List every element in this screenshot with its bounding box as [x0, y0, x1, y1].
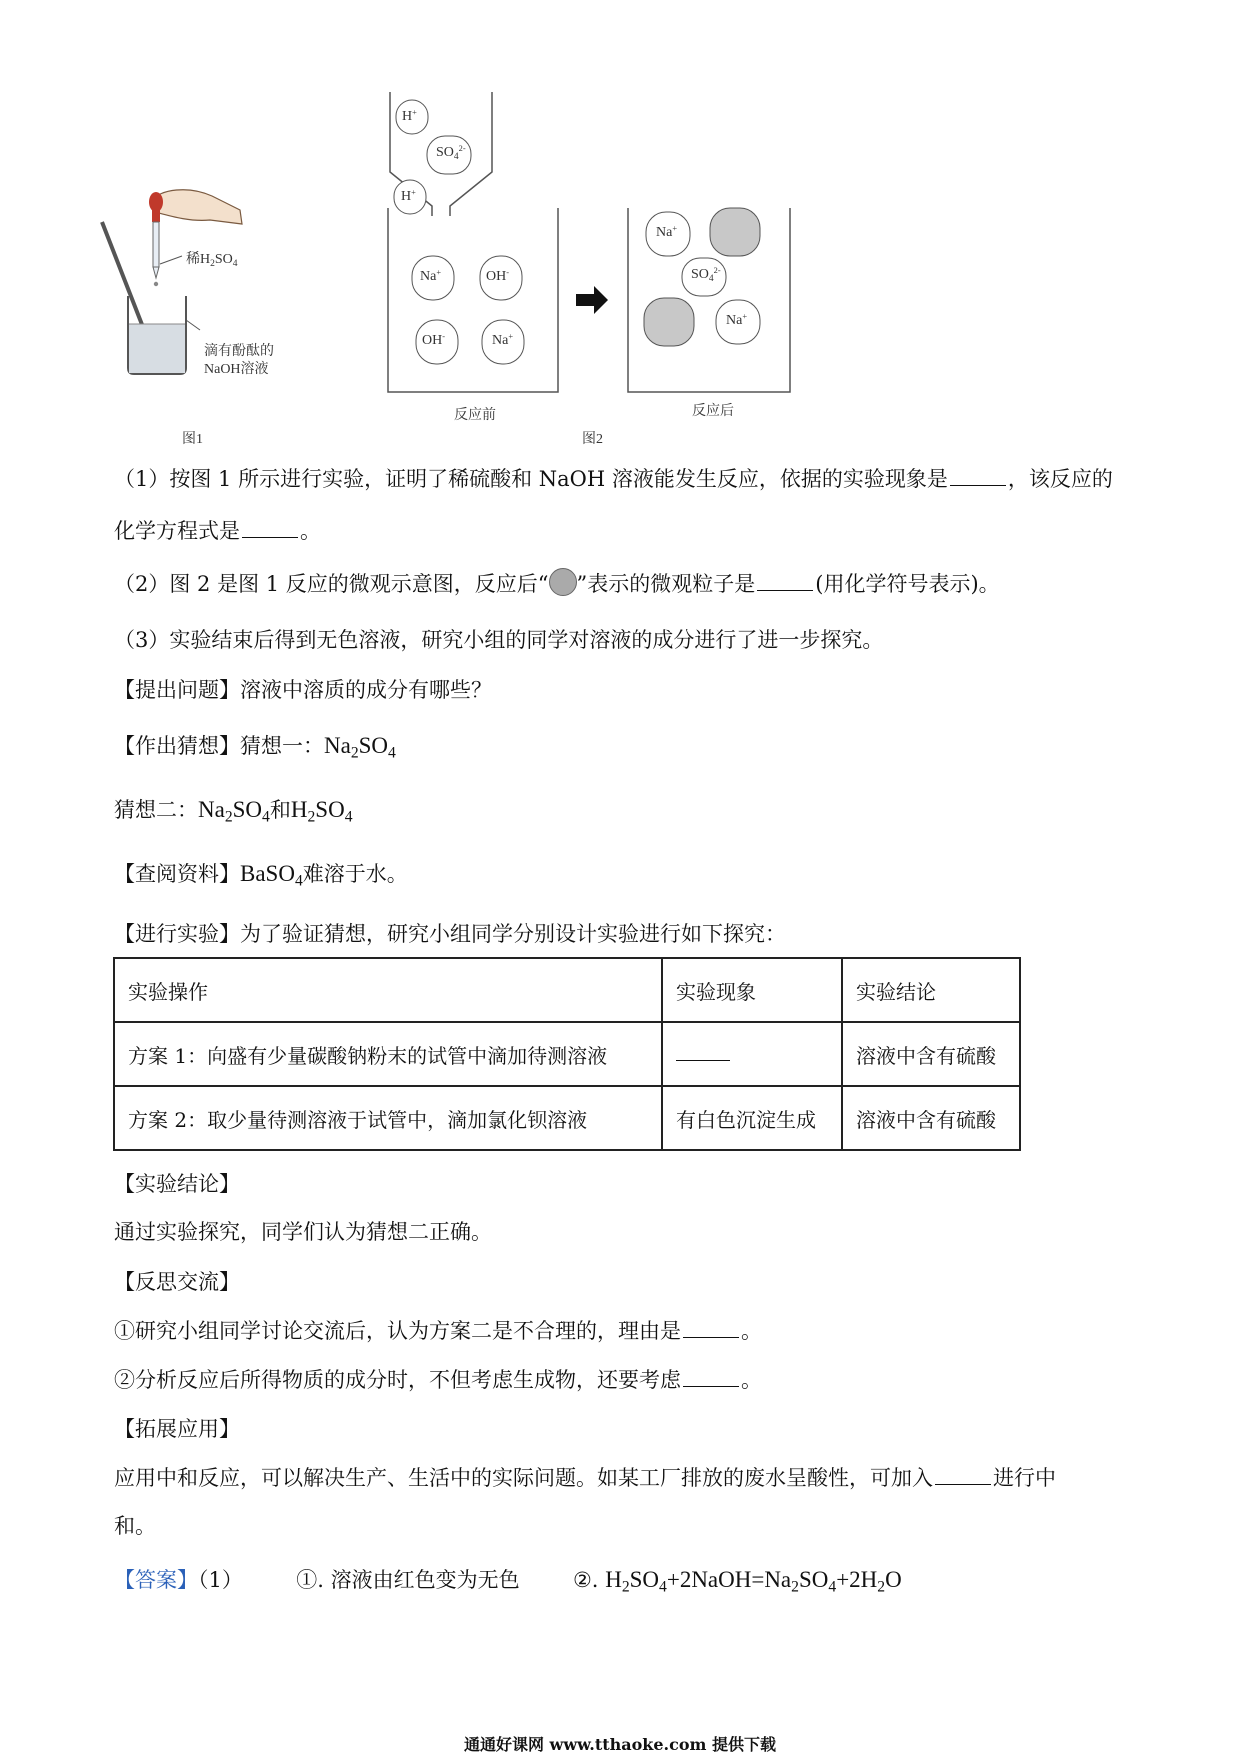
table-header-cell: 实验现象 [662, 958, 842, 1022]
answer-blank [757, 589, 813, 591]
table-cell-blank [662, 1022, 842, 1086]
reflect-1: ①研究小组同学讨论交流后，认为方案二是不合理的，理由是 。 [114, 1319, 762, 1343]
table-row [114, 1022, 1020, 1086]
table-header-row [114, 958, 1020, 1022]
equation: $H_2SO_4+2NaOH=Na_2SO_4+2H_2O$ [605, 1567, 902, 1596]
answer-line: 【答案】（1） ①. 溶液由红色变为无色 ②. $H_2SO_4+2NaOH=Na_2SO_4+2H_2O$ [114, 1567, 902, 1596]
guess-2: 猜想二：$Na_2SO_4$和$H_2SO_4$ [114, 797, 353, 826]
ion-na-2: Na+ [492, 332, 514, 349]
ion-so4-1: $SO_4^{2-}$ [436, 144, 466, 162]
answer-tag: 【答案】 [114, 1568, 198, 1592]
ion-oh-1: OH- [486, 268, 510, 285]
ion-h-1: H+ [402, 108, 417, 125]
table-header-cell: 实验结论 [842, 958, 1020, 1022]
formula-na2so4: $Na_2SO_4$ [198, 797, 270, 826]
conclusion-tag: 【实验结论】 [114, 1172, 240, 1196]
figure-2-label: 图2 [582, 432, 603, 447]
table-cell: 有白色沉淀生成 [662, 1086, 842, 1150]
answer-blank [683, 1385, 739, 1387]
reflect-tag: 【反思交流】 [114, 1270, 240, 1294]
apply-line-1: 应用中和反应，可以解决生产、生活中的实际问题。如某工厂排放的废水呈酸性，可加入 进行中 [114, 1466, 1056, 1490]
answer-blank [683, 1336, 739, 1338]
apply-tag: 【拓展应用】 [114, 1417, 240, 1441]
gray-particle-icon [549, 568, 577, 596]
formula-baso4: BaSO$_4$ [240, 861, 303, 890]
ion-oh-2: OH- [422, 332, 446, 349]
question-3: （3）实验结束后得到无色溶液，研究小组的同学对溶液的成分进行了进一步探究。 [114, 628, 884, 652]
question-2: （2）图 2 是图 1 反应的微观示意图，反应后“ ”表示的微观粒子是 (用化学符号表示)。 [114, 568, 1000, 598]
beaker-label-line2: NaOH溶液 [204, 362, 269, 377]
table-cell: 方案 1：向盛有少量碳酸钠粉末的试管中滴加待测溶液 [114, 1022, 662, 1086]
ion-na-4: Na+ [726, 312, 748, 329]
answer-blank [950, 484, 1006, 486]
figure-1-illustration [100, 180, 330, 450]
answer-blank [935, 1483, 991, 1485]
reference-info: 【查阅资料】BaSO$_4$难溶于水。 [114, 861, 408, 890]
reflect-2: ②分析反应后所得物质的成分时，不但考虑生成物，还要考虑 。 [114, 1368, 762, 1392]
table-cell: 方案 2：取少量待测溶液于试管中，滴加氯化钡溶液 [114, 1086, 662, 1150]
ion-na-3: Na+ [656, 224, 678, 241]
ion-h-2: H+ [401, 188, 416, 205]
figure-1-label: 图1 [182, 432, 203, 447]
table-header-cell: 实验操作 [114, 958, 662, 1022]
guess-1: 【作出猜想】猜想一：$Na_2SO_4$ [114, 733, 396, 762]
table-cell: 溶液中含有硫酸 [842, 1022, 1020, 1086]
inquiry-question: 【提出问题】溶液中溶质的成分有哪些？ [114, 678, 492, 702]
question-1-line-1: （1）按图 1 所示进行实验，证明了稀硫酸和 NaOH 溶液能发生反应，依据的实验现象是 ，该反应的 [114, 467, 1113, 491]
after-caption: 反应后 [692, 404, 734, 419]
conclusion-text: 通过实验探究，同学们认为猜想二正确。 [114, 1220, 492, 1244]
apply-line-2: 和。 [114, 1514, 156, 1538]
ion-so4-2: $SO_4^{2-}$ [691, 266, 721, 284]
table-row [114, 1086, 1020, 1150]
experiment-table [113, 957, 1021, 1151]
question-1-line-2: 化学方程式是 。 [114, 519, 321, 543]
figure-2 [380, 92, 800, 452]
formula-na2so4: $Na_2SO_4$ [324, 733, 396, 762]
page-footer: 通通好课网 www.tthaoke.com 提供下载 [463, 1735, 777, 1754]
beaker-label-line1: 滴有酚酞的 [204, 344, 274, 359]
table-cell: 溶液中含有硫酸 [842, 1086, 1020, 1150]
answer-blank [242, 536, 298, 538]
figure-2-diagram [380, 92, 800, 412]
ion-na-1: Na+ [420, 268, 442, 285]
dropper-label: 稀$H_2SO_4$ [186, 252, 238, 269]
formula-h2so4: $H_2SO_4$ [290, 797, 353, 826]
before-caption: 反应前 [454, 408, 496, 423]
figure-1 [100, 180, 330, 450]
experiment-intro: 【进行实验】为了验证猜想，研究小组同学分别设计实验进行如下探究： [114, 922, 786, 946]
